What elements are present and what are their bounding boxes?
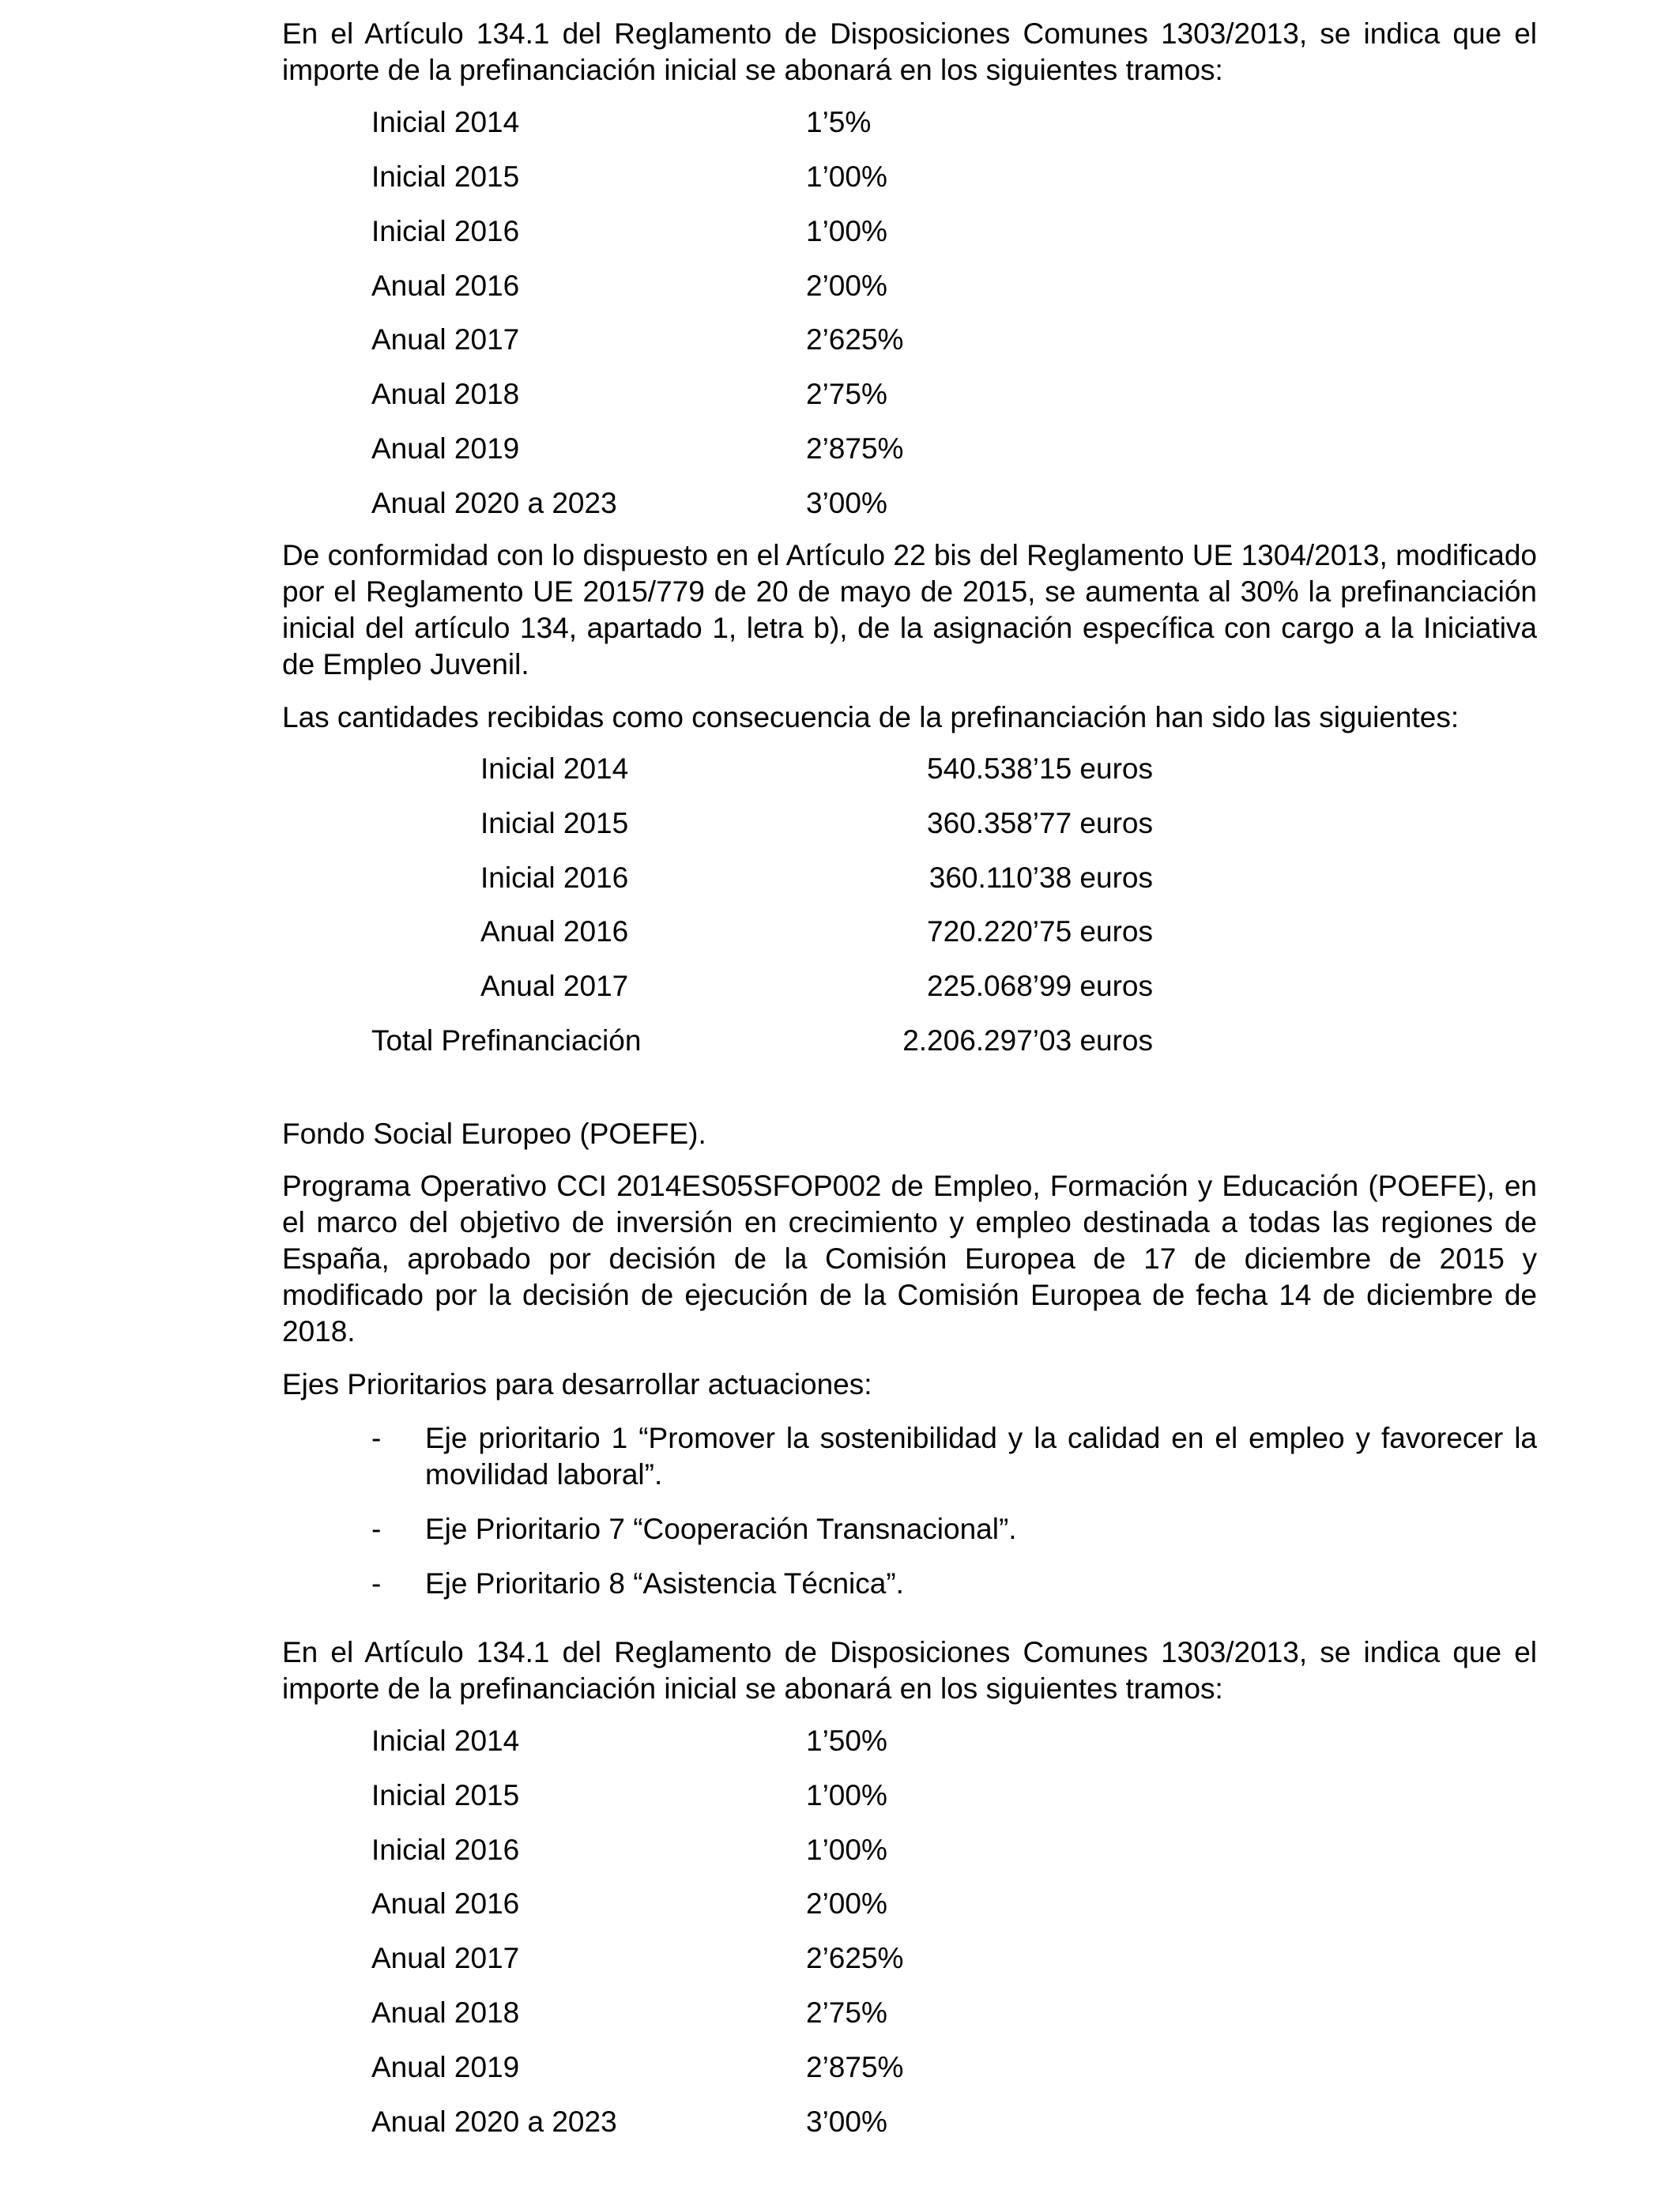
tramo-row — [371, 213, 1004, 250]
cantidad-label: Anual 2016 — [480, 915, 629, 948]
tramo-value: 2’875% — [806, 432, 904, 465]
tramo-label: Inicial 2015 — [371, 1779, 520, 1811]
bullet-dash: - — [371, 1513, 382, 1545]
tramo-label: Anual 2018 — [371, 378, 520, 410]
tramo-row — [371, 2049, 1004, 2086]
tramo-label: Anual 2016 — [371, 1887, 520, 1920]
cantidad-label: Inicial 2015 — [480, 807, 629, 839]
tramo-row — [371, 104, 1004, 141]
tramo-value: 1’00% — [806, 1834, 887, 1866]
list-item-text: Eje Prioritario 7 “Cooperación Transnacional”. — [425, 1513, 1017, 1545]
section-heading-poefe: Fondo Social Europeo (POEFE). — [282, 1118, 706, 1150]
cantidad-row — [371, 968, 1153, 1005]
tramo-value: 1’50% — [806, 1725, 887, 1757]
cantidad-label: Anual 2017 — [480, 970, 629, 1002]
list-item — [371, 1420, 1537, 1493]
cantidad-row — [371, 860, 1153, 896]
cantidad-amount: 720.220’75 euros — [927, 915, 1153, 948]
tramo-row — [371, 1832, 1004, 1868]
tramo-label: Inicial 2016 — [371, 215, 520, 247]
tramo-label: Anual 2020 a 2023 — [371, 2105, 617, 2138]
tramo-value: 2’625% — [806, 323, 904, 356]
tramo-label: Anual 2020 a 2023 — [371, 487, 617, 519]
tramo-row — [371, 1723, 1004, 1759]
tramo-value: 2’75% — [806, 378, 887, 410]
tramo-label: Anual 2018 — [371, 1996, 520, 2029]
tramo-value: 2’00% — [806, 1887, 887, 1920]
bullet-dash: - — [371, 1567, 382, 1600]
tramo-row — [371, 1886, 1004, 1922]
cantidad-row — [371, 805, 1153, 842]
list-item-text: Eje Prioritario 8 “Asistencia Técnica”. — [425, 1567, 904, 1600]
cantidad-label: Inicial 2016 — [480, 861, 629, 894]
tramo-value: 1’00% — [806, 160, 887, 193]
tramo-value: 1’5% — [806, 106, 872, 138]
ejes-intro: Ejes Prioritarios para desarrollar actuaciones: — [282, 1368, 872, 1400]
tramo-value: 2’75% — [806, 1996, 887, 2029]
tramo-row — [371, 268, 1004, 304]
cantidad-amount: 360.358’77 euros — [927, 807, 1153, 839]
tramo-row — [371, 2104, 1004, 2140]
tramo-label: Anual 2017 — [371, 323, 520, 356]
total-row — [371, 1023, 1153, 1059]
cantidad-amount: 225.068’99 euros — [927, 970, 1153, 1002]
tramo-row — [371, 485, 1004, 522]
tramo-row — [371, 1940, 1004, 1977]
intro-paragraph-1: En el Artículo 134.1 del Reglamento de Disposiciones Comunes 1303/2013, se indica que el importe de la prefinanciación inicial se abonará en los siguientes tramos: — [282, 17, 1537, 86]
tramo-value: 2’625% — [806, 1942, 904, 1974]
cantidad-row — [371, 914, 1153, 950]
tramo-value: 1’00% — [806, 215, 887, 247]
tramo-value: 1’00% — [806, 1779, 887, 1811]
cantidad-row — [371, 751, 1153, 787]
total-amount: 2.206.297’03 euros — [902, 1024, 1153, 1057]
tramo-row — [371, 431, 1004, 467]
tramo-value: 3’00% — [806, 2105, 887, 2138]
cantidad-amount: 540.538’15 euros — [927, 752, 1153, 785]
list-item-text: Eje prioritario 1 “Promover la sostenibilidad y la calidad en el empleo y favorecer la movilidad laboral”. — [425, 1422, 1537, 1491]
total-label: Total Prefinanciación — [371, 1024, 642, 1057]
tramo-label: Anual 2019 — [371, 432, 520, 465]
tramo-label: Anual 2017 — [371, 1942, 520, 1974]
tramo-label: Inicial 2016 — [371, 1834, 520, 1866]
tramo-label: Inicial 2015 — [371, 160, 520, 193]
tramo-value: 2’00% — [806, 270, 887, 302]
cantidades-intro: Las cantidades recibidas como consecuencia de la prefinanciación han sido las siguientes: — [282, 701, 1460, 733]
cantidad-label: Inicial 2014 — [480, 752, 629, 785]
bullet-dash: - — [371, 1422, 382, 1454]
list-item — [371, 1566, 1537, 1602]
tramo-row — [371, 1777, 1004, 1814]
tramo-label: Inicial 2014 — [371, 106, 520, 138]
tramo-label: Inicial 2014 — [371, 1725, 520, 1757]
tramo-label: Anual 2016 — [371, 270, 520, 302]
programa-paragraph: Programa Operativo CCI 2014ES05SFOP002 de Empleo, Formación y Educación (POEFE), en el marco del objetivo de inversión en crecimiento y empleo destinada a todas las regiones de España, aprobado por decisión de la Comisión Europea de 17 de diciembre de 2015 y modificado por la decisión de ejecución de la Comisión Europea de fecha 14 de diciembre de 2018. — [282, 1170, 1537, 1348]
list-item — [371, 1511, 1537, 1547]
tramo-label: Anual 2019 — [371, 2051, 520, 2083]
tramo-row — [371, 322, 1004, 358]
tramo-row — [371, 159, 1004, 195]
tramo-row — [371, 376, 1004, 413]
conformidad-paragraph: De conformidad con lo dispuesto en el Artículo 22 bis del Reglamento UE 1304/2013, modificado por el Reglamento UE 2015/779 de 20 de mayo de 2015, se aumenta al 30% la prefinanciación inicial del artículo 134, apartado 1, letra b), de la asignación específica con cargo a la Iniciativa de Empleo Juvenil. — [282, 539, 1537, 680]
tramo-value: 2’875% — [806, 2051, 904, 2083]
tramo-row — [371, 1995, 1004, 2031]
cantidad-amount: 360.110’38 euros — [929, 861, 1153, 894]
intro-paragraph-2: En el Artículo 134.1 del Reglamento de Disposiciones Comunes 1303/2013, se indica que el importe de la prefinanciación inicial se abonará en los siguientes tramos: — [282, 1636, 1537, 1705]
tramo-value: 3’00% — [806, 487, 887, 519]
